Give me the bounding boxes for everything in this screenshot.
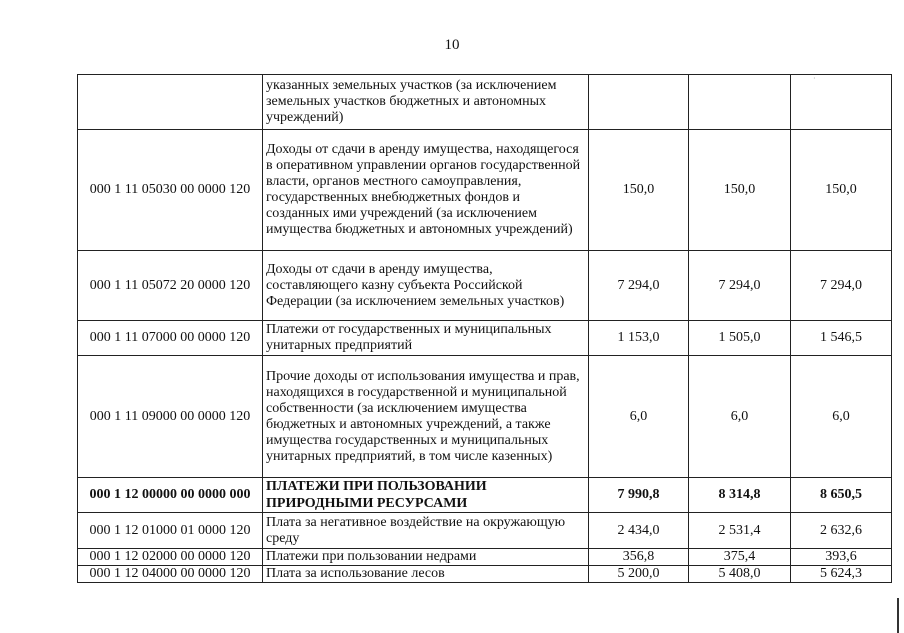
row-value-2: 375,4	[689, 549, 791, 566]
table-row	[78, 478, 892, 513]
row-value-1: 2 434,0	[589, 513, 689, 549]
table-row	[78, 321, 892, 356]
row-value-2: 1 505,0	[689, 321, 791, 356]
row-code: 000 1 12 02000 00 0000 120	[78, 549, 263, 566]
row-name: Доходы от сдачи в аренду имущества, составляющего казну субъекта Российской Федерации (за исключением земельных участков)	[263, 251, 589, 321]
row-value-3: 1 546,5	[791, 321, 892, 356]
row-name: ПЛАТЕЖИ ПРИ ПОЛЬЗОВАНИИ ПРИРОДНЫМИ РЕСУРСАМИ	[263, 478, 589, 513]
row-value-3: 7 294,0	[791, 251, 892, 321]
table-row	[78, 356, 892, 478]
row-code: 000 1 12 01000 01 0000 120	[78, 513, 263, 549]
row-value-3: 6,0	[791, 356, 892, 478]
row-value-2: 7 294,0	[689, 251, 791, 321]
row-name: Доходы от сдачи в аренду имущества, находящегося в оперативном управлении органов государственной власти, органов местного самоуправления, государственных внебюджетных фондов и созданных ими учреждений (за исключением имущества бюджетных и автономных учреждений)	[263, 130, 589, 251]
table-row	[78, 75, 892, 130]
row-value-3: 5 624,3	[791, 566, 892, 583]
row-value-1: 6,0	[589, 356, 689, 478]
row-value-1: 7 294,0	[589, 251, 689, 321]
scan-speck: ·	[813, 74, 816, 83]
row-value-1: 1 153,0	[589, 321, 689, 356]
row-value-2: 8 314,8	[689, 478, 791, 513]
row-name: Плата за использование лесов	[263, 566, 589, 583]
row-code: 000 1 11 05072 20 0000 120	[78, 251, 263, 321]
row-value-2: 2 531,4	[689, 513, 791, 549]
table-row	[78, 251, 892, 321]
row-name: Прочие доходы от использования имущества и прав, находящихся в государственной и муниципальной собственности (за исключением имущества бюджетных и автономных учреждений, а также имущества государственных и муниципальных унитарных предприятий, в том числе казенных)	[263, 356, 589, 478]
row-code: 000 1 11 05030 00 0000 120	[78, 130, 263, 251]
row-code: 000 1 12 04000 00 0000 120	[78, 566, 263, 583]
table-row	[78, 566, 892, 583]
row-name: Платежи от государственных и муниципальных унитарных предприятий	[263, 321, 589, 356]
row-value-1: 5 200,0	[589, 566, 689, 583]
row-code: 000 1 11 09000 00 0000 120	[78, 356, 263, 478]
row-value-1: 7 990,8	[589, 478, 689, 513]
row-value-3: 393,6	[791, 549, 892, 566]
scan-edge-mark	[897, 598, 899, 633]
budget-revenue-table	[77, 74, 892, 583]
row-value-2: 5 408,0	[689, 566, 791, 583]
row-value-1: 150,0	[589, 130, 689, 251]
row-value-3: 2 632,6	[791, 513, 892, 549]
row-value-3: 150,0	[791, 130, 892, 251]
row-name: указанных земельных участков (за исключением земельных участков бюджетных и автономных учреждений)	[263, 75, 589, 130]
table-row	[78, 549, 892, 566]
row-value-1: 356,8	[589, 549, 689, 566]
table-row	[78, 130, 892, 251]
row-value-3	[791, 75, 892, 130]
row-value-2: 150,0	[689, 130, 791, 251]
row-code	[78, 75, 263, 130]
row-code: 000 1 12 00000 00 0000 000	[78, 478, 263, 513]
row-name: Плата за негативное воздействие на окружающую среду	[263, 513, 589, 549]
row-name: Платежи при пользовании недрами	[263, 549, 589, 566]
row-value-2	[689, 75, 791, 130]
table-row	[78, 513, 892, 549]
row-code: 000 1 11 07000 00 0000 120	[78, 321, 263, 356]
row-value-2: 6,0	[689, 356, 791, 478]
row-value-3: 8 650,5	[791, 478, 892, 513]
row-value-1	[589, 75, 689, 130]
page-number: 10	[444, 37, 460, 53]
